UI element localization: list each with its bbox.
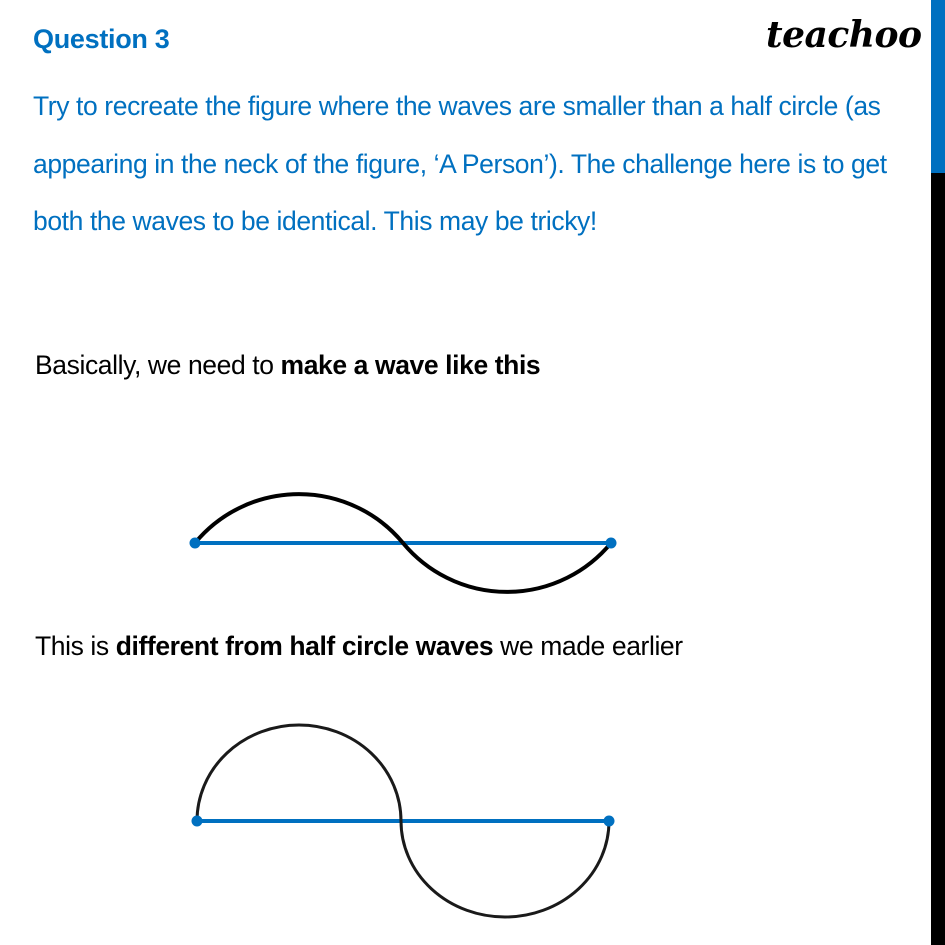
statement-1-prefix: Basically, we need to: [35, 350, 281, 380]
half-circle-wave-figure: [192, 725, 615, 917]
small-wave-lower-arc: [403, 543, 611, 592]
half-circle-wave-end-point: [604, 816, 615, 827]
half-circle-wave-lower-arc: [401, 821, 609, 917]
small-wave-upper-arc: [195, 494, 403, 543]
half-circle-wave-upper-arc: [197, 725, 401, 821]
statement-2-prefix: This is: [35, 631, 116, 661]
question-title: Question 3: [33, 24, 170, 54]
half-circle-wave-start-point: [192, 816, 203, 827]
question-text: Try to recreate the figure where the waves are smaller than a half circle (as appearing in the neck of the figure, ‘A Person’). The challenge here is to get both the waves to be identical. This may be tricky!: [33, 91, 887, 236]
small-wave-start-point: [190, 538, 201, 549]
statement-different-from-half-circle: [35, 631, 683, 662]
statement-1-bold: make a wave like this: [280, 350, 541, 380]
statement-2-bold: different from half circle waves: [115, 631, 494, 661]
small-wave-figure: [190, 494, 617, 592]
small-wave-end-point: [606, 538, 617, 549]
brand-logo: teachoo: [766, 14, 922, 56]
statement-2-suffix: we made earlier: [493, 631, 683, 661]
